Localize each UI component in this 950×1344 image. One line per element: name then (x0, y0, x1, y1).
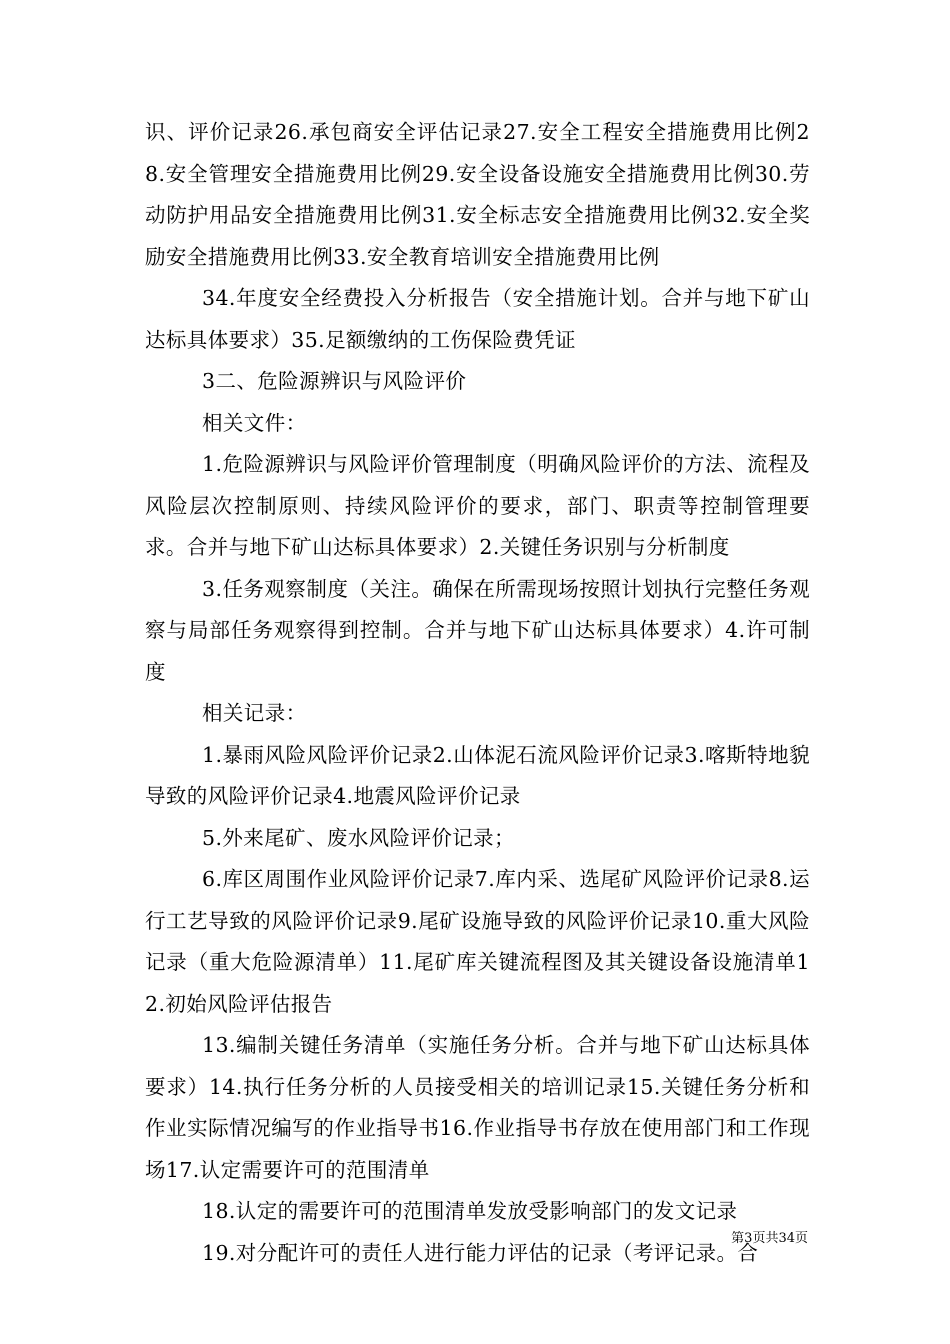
paragraph-record-1: 1.暴雨风险风险评价记录2.山体泥石流风险评价记录3.喀斯特地貌导致的风险评价记录4.地震风险评价记录 (145, 742, 810, 808)
paragraph-file-3: 3.任务观察制度（关注。确保在所需现场按照计划执行完整任务观察与局部任务观察得到控制。合并与地下矿山达标具体要求）4.许可制度 (145, 576, 810, 684)
subheading-related-records: 相关记录： (202, 701, 307, 725)
paragraph-file-1: 1.危险源辨识与风险评价管理制度（明确风险评价的方法、流程及风险层次控制原则、持续风险评价的要求，部门、职责等控制管理要求。合并与地下矿山达标具体要求）2.关键任务识别与分析制度 (145, 452, 810, 559)
paragraph-record-18: 18.认定的需要许可的范围清单发放受影响部门的发文记录 (202, 1199, 738, 1223)
paragraph-record-19: 19.对分配许可的责任人进行能力评估的记录（考评记录。合 (202, 1240, 759, 1265)
subheading-related-files: 相关文件： (202, 410, 307, 435)
paragraph-record-13: 13.编制关键任务清单（实施任务分析。合并与地下矿山达标具体要求）14.执行任务分析的人员接受相关的培训记录15.关键任务分析和作业实际情况编写的作业指导书16.作业指导书存放在使用部门和工作现场17.认定需要许可的范围清单 (145, 1033, 810, 1182)
section-heading-hazard: 3二、危险源辨识与风险评价 (202, 369, 467, 393)
paragraph-record-5: 5.外来尾矿、废水风险评价记录； (202, 825, 515, 850)
page-number: 第3页共34页 (731, 1231, 808, 1246)
paragraph-record-6: 6.库区周围作业风险评价记录7.库内采、选尾矿风险评价记录8.运行工艺导致的风险评价记录9.尾矿设施导致的风险评价记录10.重大风险记录（重大危险源清单）11.尾矿库关键流程图及其关键设备设施清单12.初始风险评估报告 (145, 867, 810, 1016)
paragraph-cost-records: 识、评价记录26.承包商安全评估记录27.安全工程安全措施费用比例28.安全管理安全措施费用比例29.安全设备设施安全措施费用比例30.劳动防护用品安全措施费用比例31.安全标志安全措施费用比例32.安全奖励安全措施费用比例33.安全教育培训安全措施费用比例 (145, 120, 810, 269)
paragraph-safety-funding: 34.年度安全经费投入分析报告（安全措施计划。合并与地下矿山达标具体要求）35.足额缴纳的工伤保险费凭证 (145, 286, 810, 352)
document-body (145, 112, 810, 1274)
